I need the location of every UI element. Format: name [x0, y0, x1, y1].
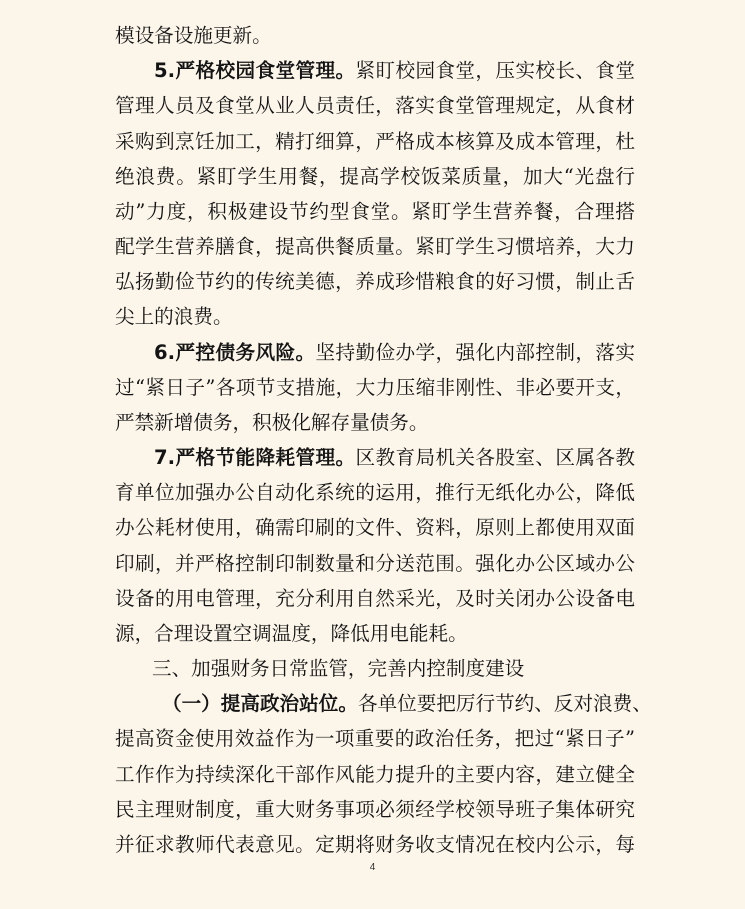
body-line: 并征求教师代表意见。定期将财务收支情况在校内公示，每 — [115, 833, 635, 856]
body-line: 管理人员及食堂从业人员责任，落实食堂管理规定，从食材 — [115, 94, 635, 117]
body-line: 提高资金使用效益作为一项重要的政治任务，把过“紧日子” — [115, 727, 635, 750]
section-5-heading-line: 5.严格校园食堂管理。紧盯校园食堂，压实校长、食堂 — [154, 59, 636, 82]
section-5-title: 5.严格校园食堂管理。 — [154, 59, 356, 82]
subsection-1-heading-line: （一）提高政治站位。各单位要把厉行节约、反对浪费、 — [162, 692, 652, 715]
page-number: 4 — [369, 862, 376, 873]
section-7-title: 7.严格节能降耗管理。 — [154, 446, 356, 469]
body-line: 源，合理设置空调温度，降低用电能耗。 — [115, 622, 468, 645]
body-line: 过“紧日子”各项节支措施，大力压缩非刚性、非必要开支， — [115, 376, 635, 399]
body-line: 民主理财制度，重大财务事项必须经学校领导班子集体研究 — [115, 798, 635, 821]
body-line: 育单位加强办公自动化系统的运用，推行无纸化办公，降低 — [115, 481, 635, 504]
body-line: 绝浪费。紧盯学生用餐，提高学校饭菜质量，加大“光盘行 — [115, 165, 635, 188]
section-6-heading-line: 6.严控债务风险。坚持勤俭办学，强化内部控制，落实 — [154, 341, 636, 364]
body-line: 采购到烹饪加工，精打细算，严格成本核算及成本管理，杜 — [115, 130, 635, 153]
body-line: 工作作为持续深化干部作风能力提升的主要内容，建立健全 — [115, 763, 635, 786]
body-line: 办公耗材使用，确需印刷的文件、资料，原则上都使用双面 — [115, 516, 635, 539]
body-line: 弘扬勤俭节约的传统美德，养成珍惜粮食的好习惯，制止舌 — [115, 270, 635, 293]
chapter-3-heading: 三、加强财务日常监管，完善内控制度建设 — [152, 657, 525, 680]
section-6-title: 6.严控债务风险。 — [154, 341, 316, 364]
body-line: 配学生营养膳食，提高供餐质量。紧盯学生习惯培养，大力 — [115, 235, 635, 258]
body-line: 动”力度，积极建设节约型食堂。紧盯学生营养餐，合理搭 — [115, 200, 635, 223]
subsection-1-title: （一）提高政治站位。 — [162, 692, 358, 715]
body-line: 设备的用电管理，充分利用自然采光，及时关闭办公设备电 — [115, 587, 635, 610]
body-line: 尖上的浪费。 — [115, 305, 233, 328]
body-line: 印刷，并严格控制印制数量和分送范围。强化办公区域办公 — [115, 552, 635, 575]
body-line: 模设备设施更新。 — [115, 24, 272, 47]
body-line: 严禁新增债务，积极化解存量债务。 — [115, 411, 429, 434]
section-7-heading-line: 7.严格节能降耗管理。区教育局机关各股室、区属各教 — [154, 446, 636, 469]
